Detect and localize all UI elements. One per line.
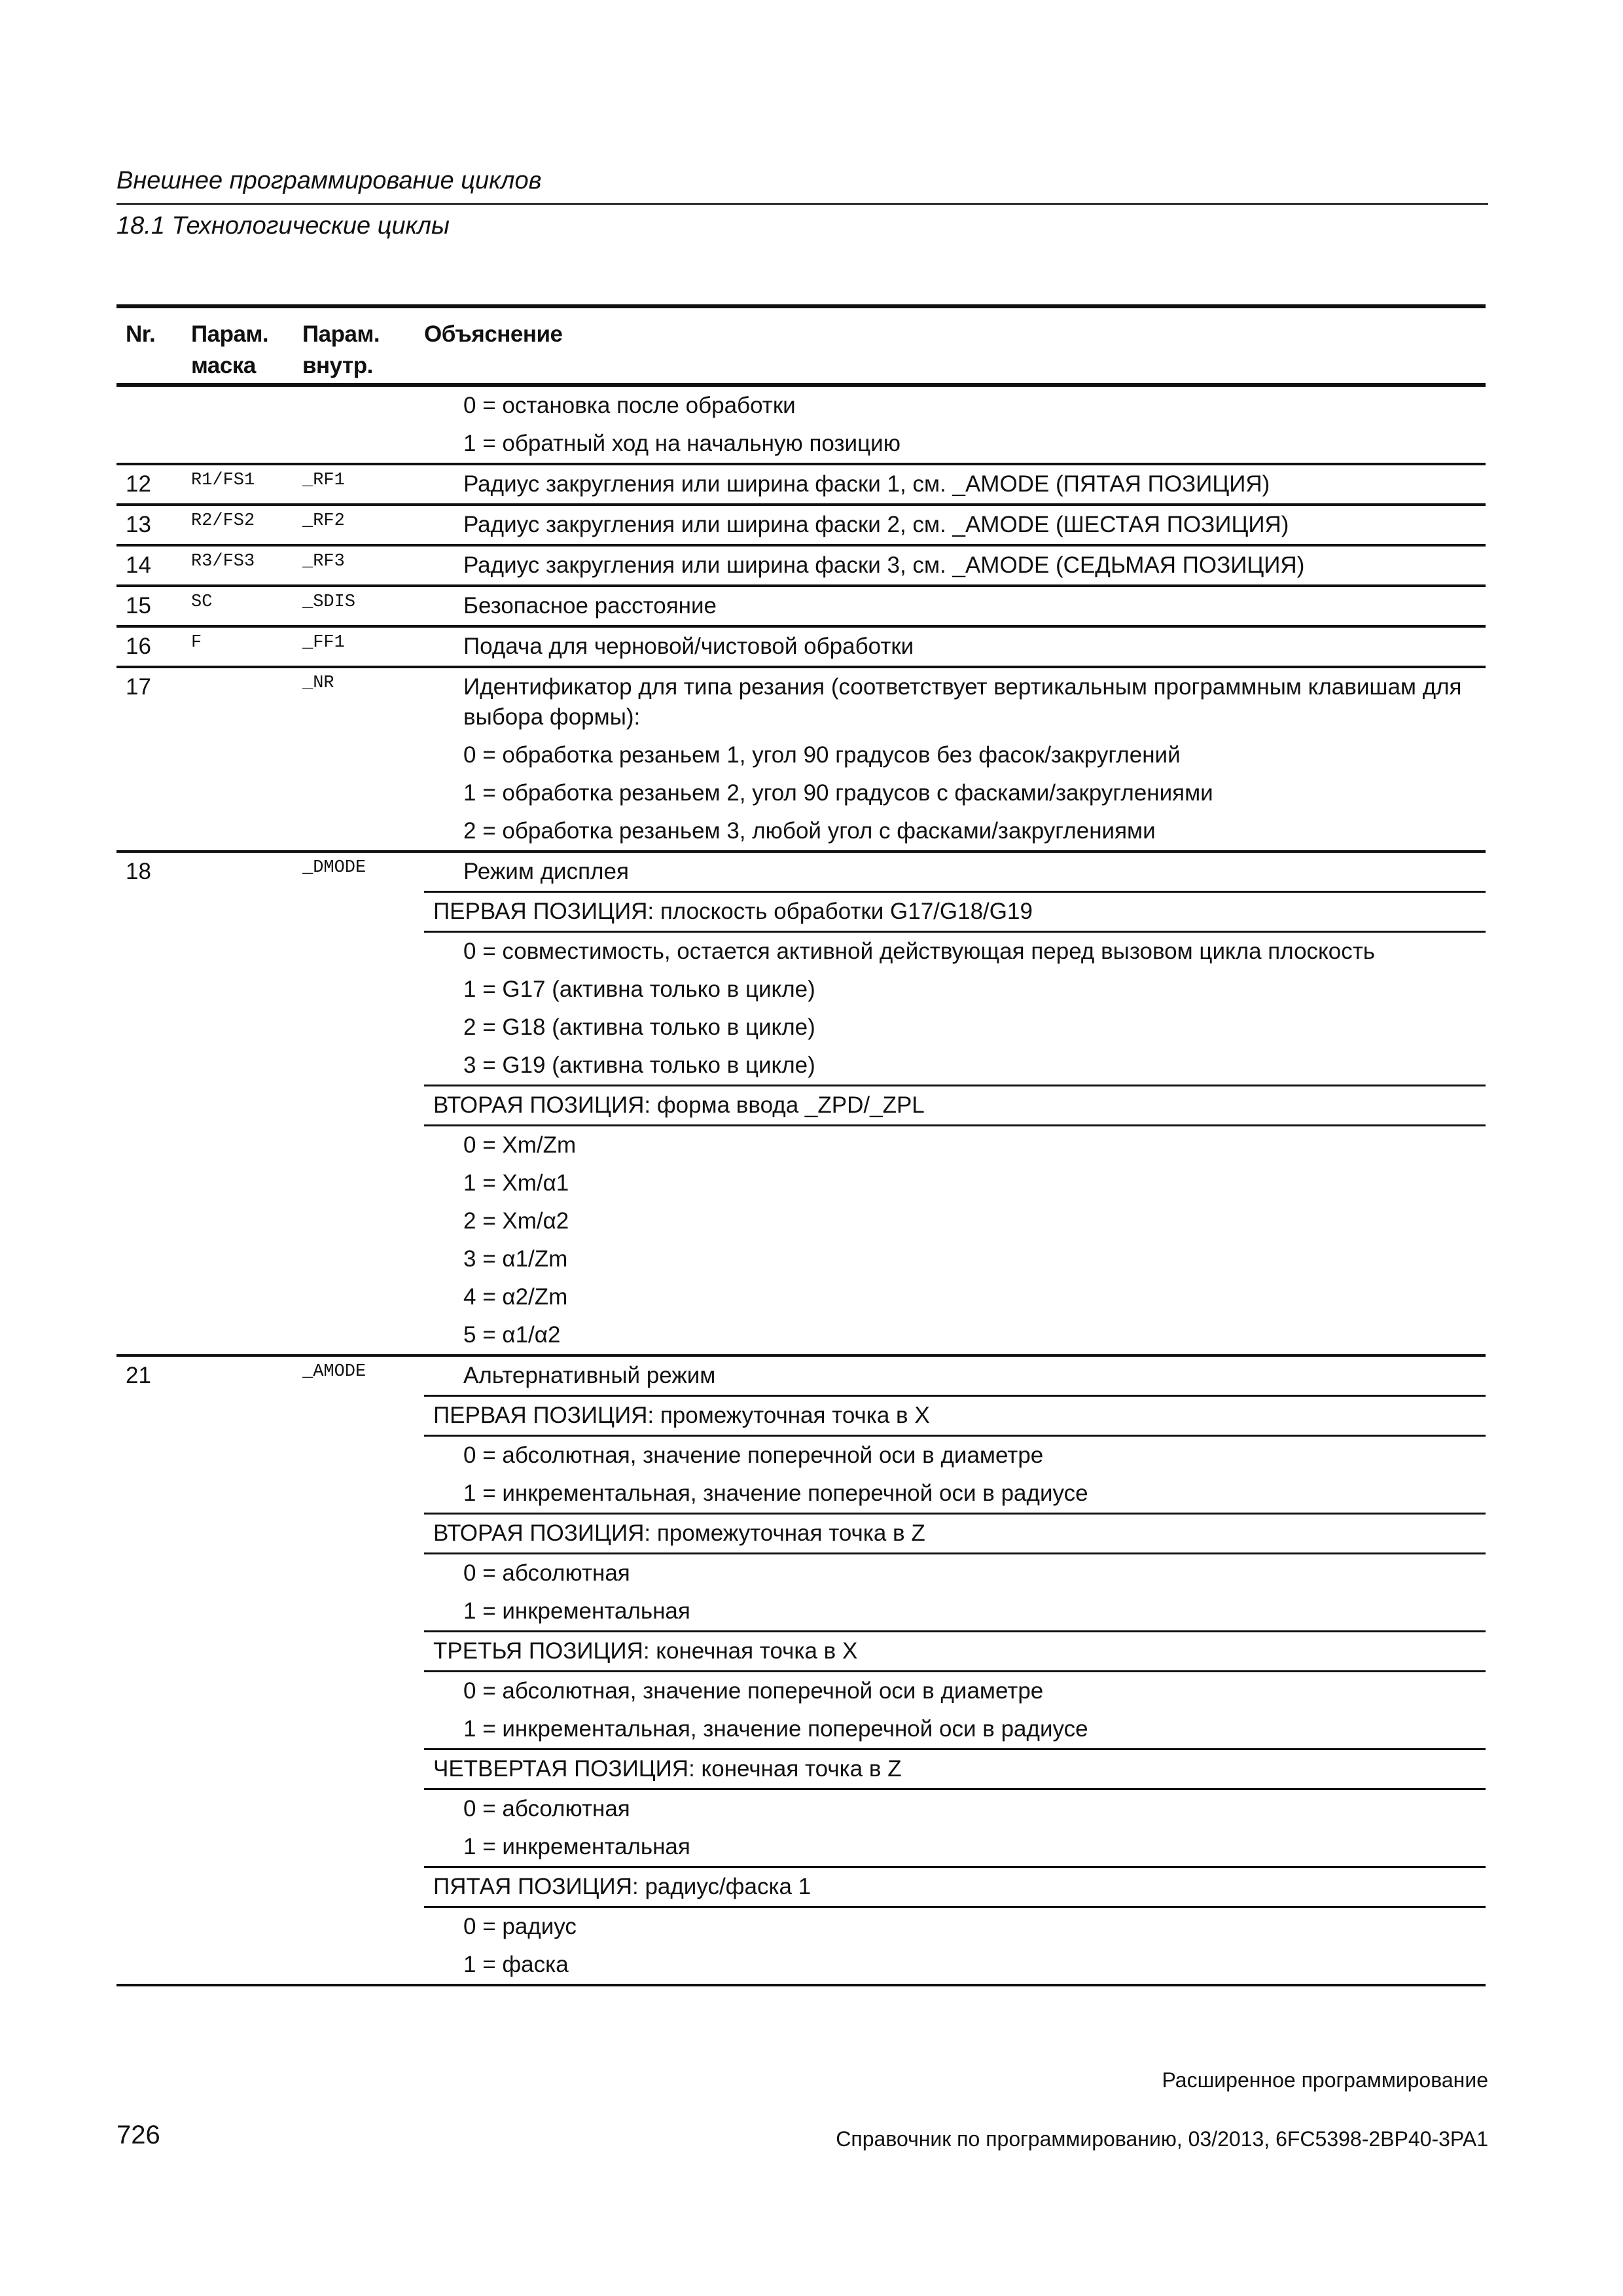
cell-indent <box>424 505 463 545</box>
cell-explanation: Радиус закругления или ширина фаски 1, см. _AMODE (ПЯТАЯ ПОЗИЦИЯ) <box>463 464 1486 505</box>
cell-nr <box>116 1789 182 1829</box>
cell-nr <box>116 812 182 852</box>
cell-indent <box>424 1436 463 1475</box>
cell-mask: R3/FS3 <box>182 545 293 586</box>
cell-internal <box>293 1278 424 1316</box>
table-row <box>116 1396 1486 1436</box>
cell-mask <box>182 425 293 464</box>
cell-mask <box>182 892 293 932</box>
cell-nr <box>116 1632 182 1672</box>
table-row <box>116 1202 1486 1240</box>
header-nr: Nr. <box>116 306 182 385</box>
cell-mask <box>182 1867 293 1907</box>
cell-internal <box>293 1475 424 1514</box>
cell-value: 0 = абсолютная, значение поперечной оси в диаметре <box>463 1678 1044 1704</box>
cell-internal: _RF1 <box>293 464 424 505</box>
table-row <box>116 1946 1486 1985</box>
table-row <box>116 1047 1486 1086</box>
cell-nr <box>116 1907 182 1946</box>
cell-mask <box>182 1475 293 1514</box>
cell-value: 1 = обратный ход на начальную позицию <box>463 425 1486 464</box>
cell-mask <box>182 1396 293 1436</box>
table-row <box>116 1514 1486 1554</box>
table-row <box>116 1475 1486 1514</box>
cell-nr <box>116 1514 182 1554</box>
cell-internal: _RF2 <box>293 505 424 545</box>
cell-internal <box>293 1828 424 1867</box>
cell-value: 2 = Xm/α2 <box>463 1208 569 1234</box>
cell-indent <box>424 1355 463 1396</box>
cell-indent <box>424 425 463 464</box>
cell-nr <box>116 736 182 774</box>
table-row <box>116 425 1486 464</box>
cell-nr <box>116 1592 182 1632</box>
footer-reference: Справочник по программированию, 03/2013, 6FC5398-2BP40-3PA1 <box>836 2127 1488 2151</box>
table-row <box>116 1907 1486 1946</box>
page-number: 726 <box>116 2121 160 2149</box>
table-body <box>116 385 1486 1985</box>
table-row <box>116 971 1486 1009</box>
cell-explanation: Безопасное расстояние <box>463 586 1486 626</box>
table-row <box>116 812 1486 852</box>
cell-value: 1 = Xm/α1 <box>463 1170 569 1196</box>
header-mask: Парам. маска <box>182 306 293 385</box>
cell-internal: _DMODE <box>293 852 424 892</box>
cell-mask <box>182 812 293 852</box>
cell-nr <box>116 1396 182 1436</box>
cell-nr: 13 <box>116 505 182 545</box>
cell-position-heading: ЧЕТВЕРТАЯ ПОЗИЦИЯ: конечная точка в Z <box>424 1749 1486 1789</box>
cell-internal <box>293 932 424 971</box>
cell-nr <box>116 1672 182 1711</box>
cell-mask <box>182 1946 293 1985</box>
cell-internal: _RF3 <box>293 545 424 586</box>
table-row <box>116 1710 1486 1749</box>
cell-value: 1 = инкрементальная, значение поперечной оси в радиусе <box>463 1716 1088 1742</box>
cell-mask: R2/FS2 <box>182 505 293 545</box>
cell-mask <box>182 852 293 892</box>
cell-internal <box>293 1554 424 1593</box>
table-row <box>116 1554 1486 1593</box>
cell-nr <box>116 385 182 425</box>
cell-internal <box>293 1009 424 1047</box>
cell-indent <box>424 1047 463 1086</box>
cell-position-heading: ВТОРАЯ ПОЗИЦИЯ: форма ввода _ZPD/_ZPL <box>424 1086 1486 1126</box>
cell-indent <box>424 1554 463 1593</box>
table-row <box>116 1316 1486 1355</box>
cell-internal <box>293 425 424 464</box>
cell-mask <box>182 1240 293 1278</box>
cell-nr <box>116 1278 182 1316</box>
cell-value: 1 = инкрементальная <box>463 1598 690 1624</box>
cell-nr: 16 <box>116 626 182 667</box>
page-header <box>116 162 1488 244</box>
cell-value: 0 = обработка резаньем 1, угол 90 градусов без фасок/закруглений <box>463 742 1181 768</box>
cell-mask <box>182 1789 293 1829</box>
cell-nr: 12 <box>116 464 182 505</box>
cell-internal <box>293 892 424 932</box>
header-rule <box>116 203 1488 205</box>
cell-value: 0 = абсолютная <box>463 1796 630 1821</box>
cell-value: 0 = абсолютная <box>463 1560 630 1586</box>
cell-indent <box>424 1278 463 1316</box>
cell-internal <box>293 385 424 425</box>
cell-mask <box>182 1632 293 1672</box>
cell-mask <box>182 1355 293 1396</box>
table-row <box>116 1592 1486 1632</box>
table-row <box>116 932 1486 971</box>
parameter-table-container <box>116 304 1486 1986</box>
cell-value: 1 = G17 (активна только в цикле) <box>463 977 815 1002</box>
parameter-table <box>116 304 1486 1986</box>
table-header-row <box>116 306 1486 385</box>
table-row <box>116 1749 1486 1789</box>
cell-nr <box>116 1009 182 1047</box>
cell-mask <box>182 1592 293 1632</box>
cell-explanation: Радиус закругления или ширина фаски 3, см. _AMODE (СЕДЬМАЯ ПОЗИЦИЯ) <box>463 545 1486 586</box>
cell-value: 0 = совместимость, остается активной действующая перед вызовом цикла плоскость <box>463 939 1375 964</box>
cell-indent <box>424 545 463 586</box>
cell-indent <box>424 626 463 667</box>
cell-nr <box>116 1164 182 1202</box>
cell-nr <box>116 1710 182 1749</box>
cell-value: 0 = радиус <box>463 1914 577 1939</box>
cell-mask <box>182 1164 293 1202</box>
cell-value: 0 = абсолютная, значение поперечной оси в диаметре <box>463 1443 1044 1468</box>
cell-value: 1 = фаска <box>463 1946 1486 1985</box>
cell-indent <box>424 971 463 1009</box>
cell-mask <box>182 774 293 812</box>
cell-nr <box>116 774 182 812</box>
cell-indent <box>424 1789 463 1829</box>
cell-nr <box>116 1316 182 1355</box>
table-row <box>116 545 1486 586</box>
cell-nr: 15 <box>116 586 182 626</box>
cell-indent <box>424 586 463 626</box>
cell-mask: F <box>182 626 293 667</box>
table-row <box>116 667 1486 736</box>
cell-mask <box>182 932 293 971</box>
cell-nr <box>116 1436 182 1475</box>
cell-nr <box>116 892 182 932</box>
cell-position-heading: ПЯТАЯ ПОЗИЦИЯ: радиус/фаска 1 <box>424 1867 1486 1907</box>
cell-nr <box>116 1554 182 1593</box>
cell-nr <box>116 1946 182 1985</box>
cell-indent <box>424 852 463 892</box>
cell-nr <box>116 1202 182 1240</box>
cell-indent <box>424 1828 463 1867</box>
cell-nr <box>116 1086 182 1126</box>
table-row <box>116 385 1486 425</box>
table-row <box>116 1672 1486 1711</box>
cell-indent <box>424 1946 463 1985</box>
cell-indent <box>424 736 463 774</box>
cell-mask <box>182 1554 293 1593</box>
cell-internal: _AMODE <box>293 1355 424 1396</box>
cell-internal: _NR <box>293 667 424 736</box>
cell-value: 0 = остановка после обработки <box>463 385 1486 425</box>
table-row <box>116 852 1486 892</box>
table-row <box>116 1789 1486 1829</box>
cell-value: 1 = инкрементальная <box>463 1834 690 1859</box>
cell-internal <box>293 1672 424 1711</box>
cell-mask <box>182 1202 293 1240</box>
table-row <box>116 626 1486 667</box>
cell-indent <box>424 1672 463 1711</box>
cell-mask <box>182 1514 293 1554</box>
cell-mask <box>182 667 293 736</box>
cell-indent <box>424 1907 463 1946</box>
cell-internal <box>293 1710 424 1749</box>
cell-nr <box>116 1828 182 1867</box>
cell-explanation: Альтернативный режим <box>463 1355 1486 1396</box>
cell-internal <box>293 1126 424 1165</box>
cell-indent <box>424 1009 463 1047</box>
cell-internal <box>293 1436 424 1475</box>
cell-internal <box>293 1396 424 1436</box>
cell-internal <box>293 1316 424 1355</box>
cell-indent <box>424 932 463 971</box>
table-row <box>116 1436 1486 1475</box>
cell-value: 2 = обработка резаньем 3, любой угол с фасками/закруглениями <box>463 812 1486 852</box>
table-row <box>116 1355 1486 1396</box>
chapter-title: Внешнее программирование циклов <box>116 167 542 194</box>
cell-nr <box>116 425 182 464</box>
table-row <box>116 505 1486 545</box>
cell-internal <box>293 1240 424 1278</box>
cell-explanation: Радиус закругления или ширина фаски 2, см. _AMODE (ШЕСТАЯ ПОЗИЦИЯ) <box>463 505 1486 545</box>
cell-value: 1 = инкрементальная, значение поперечной оси в радиусе <box>463 1480 1088 1506</box>
cell-mask <box>182 1710 293 1749</box>
cell-internal <box>293 1164 424 1202</box>
cell-nr <box>116 1047 182 1086</box>
cell-internal <box>293 971 424 1009</box>
cell-position-heading: ВТОРАЯ ПОЗИЦИЯ: промежуточная точка в Z <box>424 1514 1486 1554</box>
cell-indent <box>424 1164 463 1202</box>
cell-position-heading: ПЕРВАЯ ПОЗИЦИЯ: плоскость обработки G17/G18/G19 <box>424 892 1486 932</box>
cell-internal <box>293 774 424 812</box>
cell-internal <box>293 1749 424 1789</box>
cell-mask: R1/FS1 <box>182 464 293 505</box>
cell-value: 3 = G19 (активна только в цикле) <box>463 1052 815 1078</box>
cell-indent <box>424 385 463 425</box>
cell-nr: 17 <box>116 667 182 736</box>
cell-mask <box>182 1126 293 1165</box>
cell-value: 3 = α1/Zm <box>463 1246 568 1272</box>
cell-mask <box>182 1086 293 1126</box>
section-title: 18.1 Технологические циклы <box>116 212 450 240</box>
table-row <box>116 774 1486 812</box>
cell-internal <box>293 1946 424 1985</box>
cell-value: 2 = G18 (активна только в цикле) <box>463 1014 815 1040</box>
cell-mask <box>182 1047 293 1086</box>
cell-nr <box>116 1475 182 1514</box>
cell-indent <box>424 464 463 505</box>
cell-internal <box>293 1592 424 1632</box>
cell-internal <box>293 1632 424 1672</box>
cell-mask <box>182 1749 293 1789</box>
cell-mask <box>182 1828 293 1867</box>
cell-nr <box>116 932 182 971</box>
table-row <box>116 736 1486 774</box>
cell-internal: _FF1 <box>293 626 424 667</box>
cell-indent <box>424 1710 463 1749</box>
cell-nr <box>116 1126 182 1165</box>
cell-nr: 18 <box>116 852 182 892</box>
cell-internal <box>293 736 424 774</box>
cell-value: 1 = обработка резаньем 2, угол 90 градусов с фасками/закруглениями <box>463 780 1213 806</box>
cell-mask <box>182 1316 293 1355</box>
table-row <box>116 892 1486 932</box>
cell-mask: SC <box>182 586 293 626</box>
table-row <box>116 1009 1486 1047</box>
cell-position-heading: ТРЕТЬЯ ПОЗИЦИЯ: конечная точка в X <box>424 1632 1486 1672</box>
table-row <box>116 1867 1486 1907</box>
cell-mask <box>182 1907 293 1946</box>
cell-internal <box>293 1789 424 1829</box>
cell-mask <box>182 1009 293 1047</box>
cell-mask <box>182 385 293 425</box>
table-row <box>116 1164 1486 1202</box>
table-row <box>116 1278 1486 1316</box>
table-row <box>116 586 1486 626</box>
cell-mask <box>182 1672 293 1711</box>
cell-value: 0 = Xm/Zm <box>463 1132 577 1158</box>
header-internal: Парам. внутр. <box>293 306 424 385</box>
cell-explanation: Режим дисплея <box>463 852 1486 892</box>
cell-internal <box>293 1907 424 1946</box>
cell-indent <box>424 1316 463 1355</box>
footer-book-title: Расширенное программирование <box>1162 2068 1488 2092</box>
cell-mask <box>182 1278 293 1316</box>
table-row <box>116 1126 1486 1165</box>
cell-internal: _SDIS <box>293 586 424 626</box>
cell-indent <box>424 1475 463 1514</box>
cell-internal <box>293 812 424 852</box>
cell-nr <box>116 1749 182 1789</box>
cell-internal <box>293 1047 424 1086</box>
table-row <box>116 1240 1486 1278</box>
cell-explanation: Идентификатор для типа резания (соответствует вертикальным программным клавишам для выбора формы): <box>463 667 1486 736</box>
cell-mask <box>182 1436 293 1475</box>
cell-mask <box>182 736 293 774</box>
cell-indent <box>424 1240 463 1278</box>
cell-nr <box>116 1240 182 1278</box>
cell-position-heading: ПЕРВАЯ ПОЗИЦИЯ: промежуточная точка в X <box>424 1396 1486 1436</box>
cell-internal <box>293 1086 424 1126</box>
cell-nr <box>116 1867 182 1907</box>
cell-indent <box>424 1202 463 1240</box>
cell-internal <box>293 1202 424 1240</box>
cell-indent <box>424 1126 463 1165</box>
cell-indent <box>424 1592 463 1632</box>
table-row <box>116 1828 1486 1867</box>
cell-indent <box>424 667 463 736</box>
cell-value: 5 = α1/α2 <box>463 1316 1486 1355</box>
header-explanation: Объяснение <box>424 306 1486 385</box>
cell-indent <box>424 774 463 812</box>
cell-nr <box>116 971 182 1009</box>
table-row <box>116 1086 1486 1126</box>
cell-internal <box>293 1514 424 1554</box>
table-row <box>116 464 1486 505</box>
cell-indent <box>424 812 463 852</box>
cell-nr: 14 <box>116 545 182 586</box>
cell-explanation: Подача для черновой/чистовой обработки <box>463 626 1486 667</box>
cell-internal <box>293 1867 424 1907</box>
cell-nr: 21 <box>116 1355 182 1396</box>
table-row <box>116 1632 1486 1672</box>
cell-value: 4 = α2/Zm <box>463 1284 568 1310</box>
cell-mask <box>182 971 293 1009</box>
